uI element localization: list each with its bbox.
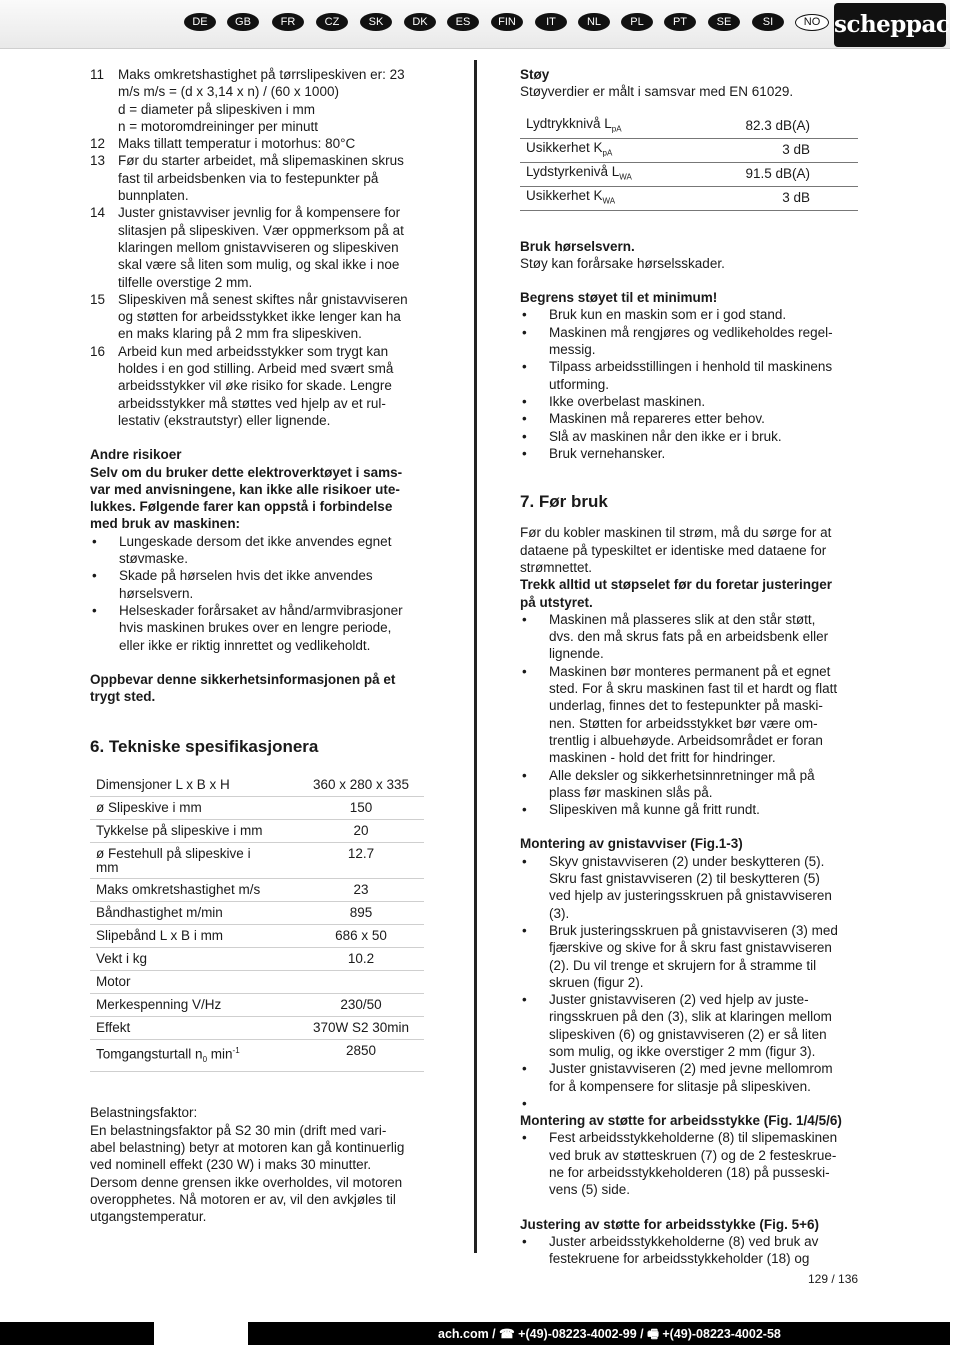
spec-row (90, 774, 424, 797)
item-text: Før du starter arbeidet, må slipemaskinen skrus fast til arbeidsbenken via to festepunkter på bunnplaten. (118, 153, 404, 204)
numbered-item (90, 204, 430, 290)
language-tab-nl[interactable]: NL (578, 13, 610, 31)
noise-intro: Støyverdier er målt i samsvar med EN 61029. (520, 84, 794, 100)
noise-value: 91.5 dB(A) (689, 162, 858, 186)
spec-value: 12.7 (298, 843, 424, 879)
spec-label: Motor (90, 971, 298, 994)
spec-value: 895 (298, 902, 424, 925)
bullet-text: Slipeskiven må kunne gå fritt rundt. (549, 802, 760, 818)
bullet-mark: • (522, 307, 527, 323)
spec-value (298, 971, 424, 994)
spec-value: 2850 (298, 1040, 424, 1072)
mount-title: Montering av gnistavviser (Fig.1-3) (520, 836, 743, 852)
right-column (520, 66, 860, 1268)
noise-label: Usikkerhet $K_{pA}$ (520, 138, 689, 162)
spec-label: Tomgangsturtall $n_0$ $\min^{-1}$ (90, 1040, 298, 1072)
bullet-mark: • (522, 853, 527, 869)
spec-heading: 6. Tekniske spesifikasjonera (90, 737, 319, 757)
item-number: 15 (90, 291, 106, 307)
bullet-mark: • (522, 393, 527, 409)
bullet-text: Alle deksler og sikkerhetsinnretninger må på plass før maskinen slås på. (549, 767, 815, 800)
bullet-mark: • (92, 568, 97, 584)
bullet-mark: • (522, 1095, 527, 1111)
spec-sub: 0 (202, 1055, 208, 1065)
numbered-list (90, 66, 430, 429)
adjust-title: Justering av støtte for arbeidsstykke (Fig. 5+6) (520, 1216, 819, 1232)
bullet-item (520, 393, 860, 410)
spec-label: Effekt (90, 1017, 298, 1040)
noise-value: 3 dB (689, 186, 858, 210)
bullet-text: Bruk kun en maskin som er i god stand. (549, 307, 787, 323)
bullet-text: Maskinen bør monteres permanent på et egnet sted. For å skru maskinen fast til et hardt og flatt underlag, finnes det to festepunkter på maski- nen. Støtten for arbeidsstykket bør være om- trentlig i albuehøyde. Arbeidsområdet er foran maskinen - hold det fritt for hindringer. (549, 663, 838, 766)
load-factor-title: Belastningsfaktor: (90, 1105, 198, 1121)
before-list (520, 611, 860, 819)
bullet-text: Maskinen må repareres etter behov. (549, 411, 765, 427)
language-tab-si[interactable]: SI (752, 13, 784, 31)
brand-logo: scheppach (834, 3, 946, 47)
bullet-item (520, 445, 860, 462)
language-tab-dk[interactable]: DK (404, 13, 436, 31)
bullet-mark: • (522, 445, 527, 461)
bullet-mark: • (522, 802, 527, 818)
bullet-mark: • (522, 324, 527, 340)
before-bold: Trekk alltid ut støpselet før du foretar justeringer på utstyret. (520, 577, 833, 610)
bullet-item (520, 853, 860, 922)
noise-row (520, 115, 858, 138)
language-tab-it[interactable]: IT (535, 13, 567, 31)
hearing-text: Støy kan forårsake hørselsskader. (520, 255, 725, 271)
spec-label: Båndhastighet m/min (90, 902, 298, 925)
bullet-item (90, 533, 430, 568)
bullet-mark: • (522, 611, 527, 627)
support-list (520, 1129, 860, 1198)
item-text: Juster gnistavviser jevnlig for å kompensere for slitasjen på slipeskiven. Vær oppmerksom på at klaringen mellom gnistavviseren og slipeskiven skal være så liten som mulig, og skal ikke i noe tilfelle overstige 2 mm. (118, 205, 404, 290)
spec-row (90, 1040, 424, 1072)
bullet-mark: • (92, 602, 97, 618)
footer-bar (0, 1322, 950, 1345)
language-tab-se[interactable]: SE (708, 13, 740, 31)
numbered-item (90, 152, 430, 204)
bullet-item (520, 611, 860, 663)
bullet-text: Juster gnistavviseren (2) med jevne mellomrom for å kompensere for slitasje på slipeskiven. (549, 1061, 833, 1094)
bullet-item (90, 602, 430, 654)
bullet-text: Juster gnistavviseren (2) ved hjelp av juste- ringsskruen på den (3), slik at klaringen mellom slipeskiven (6) og gnistavviseren (2) er så liten som mulig, og ikke overstiger 2 mm (figur 3). (549, 992, 832, 1059)
bullet-text: Ikke overbelast maskinen. (549, 393, 706, 409)
spec-row (90, 902, 424, 925)
noise-label: Lydtrykknivå $L_{pA}$ (520, 115, 689, 138)
bullet-item (520, 1129, 860, 1198)
limit-title: Begrens støyet til et minimum! (520, 290, 718, 306)
bullet-item (520, 663, 860, 767)
bullet-mark: • (522, 767, 527, 783)
left-column (90, 66, 430, 1225)
numbered-item (90, 291, 430, 343)
noise-row (520, 138, 858, 162)
bullet-text: Fest arbeidsstykkeholderne (8) til slipemaskinen ved bruk av støtteskruen (7) og de 2 festeskrue- ne for arbeidsstykkeholderen (18) på pusseski- vens (5) side. (549, 1130, 838, 1198)
language-tab-pt[interactable]: PT (664, 13, 696, 31)
item-text: Maks tillatt temperatur i motorhus: 80°C (118, 136, 356, 152)
bullet-item (90, 567, 430, 602)
risks-intro: Selv om du bruker dette elektroverktøyet i sams- var med anvisningene, kan ikke alle risikoer ute- lukkes. Følgende farer kan oppstå i forbindelse med bruk av maskinen: (90, 464, 403, 532)
language-tab-sk[interactable]: SK (360, 13, 392, 31)
bullet-mark: • (522, 411, 527, 427)
keep-info-note: Oppbevar denne sikkerhetsinformasjonen på et trygt sted. (90, 671, 396, 705)
language-tab-pl[interactable]: PL (621, 13, 653, 31)
risks-title: Andre risikoer (90, 447, 182, 463)
bullet-mark: • (522, 663, 527, 679)
spec-row (90, 820, 424, 843)
bullet-text: Slå av maskinen når den ikke er i bruk. (549, 428, 782, 444)
bullet-item (520, 1060, 860, 1095)
bullet-item (520, 801, 860, 818)
footer-contact: ach.com / ☎ +(49)-08223-4002-99 / 🖷 +(49)-08223-4002-58 (438, 1327, 781, 1341)
noise-value: 82.3 dB(A) (689, 115, 858, 138)
bullet-item (520, 306, 860, 323)
bullet-item (520, 428, 860, 445)
bullet-item (520, 1233, 860, 1268)
footer-white-block (154, 1322, 248, 1345)
bullet-text: Juster arbeidsstykkeholderne (8) ved bruk av festekruene for arbeidsstykkeholder (18) og (549, 1233, 819, 1267)
item-number: 12 (90, 136, 106, 152)
bullet-mark: • (92, 533, 97, 549)
numbered-item (90, 135, 430, 152)
spec-value: 686 x 50 (298, 925, 424, 948)
spec-value: 20 (298, 820, 424, 843)
noise-sub: WA (619, 172, 632, 182)
noise-label: Usikkerhet $K_{WA}$ (520, 186, 689, 210)
bullet-mark: • (522, 428, 527, 444)
item-number: 13 (90, 153, 106, 169)
spec-label: Vekt i kg (90, 948, 298, 971)
numbered-item (90, 66, 430, 135)
bullet-mark: • (522, 1061, 527, 1077)
spec-label: Dimensjoner L x B x H (90, 774, 298, 797)
language-tab-gb[interactable]: GB (227, 13, 259, 31)
item-number: 14 (90, 205, 106, 221)
item-text: Maks omkretshastighet på tørrslipeskiven er: 23 m/s m/s = (d x 3,14 x n) / (60 x 1000) d = diameter på slipeskiven i mm n = motoromdreininger per minutt (118, 67, 405, 134)
bullet-item (520, 922, 860, 991)
language-tab-no[interactable]: NO (795, 14, 829, 31)
spec-row (90, 948, 424, 971)
noise-title: Støy (520, 67, 550, 82)
spec-row (90, 797, 424, 820)
bullet-text: Bruk justeringsskruen på gnistavviseren (3) med fjærskive og skive for å skru fast gnistavviseren (2). Du vil trenge et skrujern for å stramme til skruen (figur 2). (549, 922, 838, 990)
hearing-title: Bruk hørselsvern. (520, 238, 635, 254)
bullet-mark: • (522, 1233, 527, 1249)
language-tab-fin[interactable]: FIN (491, 13, 523, 31)
bullet-mark: • (522, 1130, 527, 1146)
bullet-text: Skade på hørselen hvis det ikke anvendes hørselsvern. (119, 568, 373, 601)
bullet-item (520, 410, 860, 427)
before-heading: 7. Før bruk (520, 492, 608, 512)
item-number: 11 (90, 67, 105, 82)
item-number: 16 (90, 343, 106, 359)
item-text: Slipeskiven må senest skiftes når gnistavviseren og støtten for arbeidsstykket ikke lenger kan ha en maks klaring på 2 mm fra slipeskiven. (118, 291, 408, 342)
spec-row (90, 1017, 424, 1040)
noise-row (520, 186, 858, 210)
bullet-mark: • (522, 359, 527, 375)
page-number: 129 / 136 (808, 1272, 859, 1286)
noise-sub: pA (602, 148, 613, 158)
bullet-text: Maskinen må rengjøres og vedlikeholdes regel- messig. (549, 324, 833, 358)
bullet-text: Skyv gnistavviseren (2) under beskytteren (5). Skru fast gnistavviseren (2) til beskytteren (5) ved hjelp av justeringsskruen på gnistavviseren (3). (549, 853, 832, 921)
spec-value: 10.2 (298, 948, 424, 971)
limit-list (520, 306, 860, 462)
noise-row (520, 162, 858, 186)
load-factor-text: En belastningsfaktor på S2 30 min (drift med vari- abel belastning) betyr at motoren kan gå kontinuerlig ved nominell effekt (230 W) i maks 30 minutter. Dersom denne grensen ikke overholdes, vil motoren overopphetes. Nå motoren er av, vil den avkjøles til utgangstemperatur. (90, 1122, 405, 1225)
noise-sub: pA (611, 124, 622, 134)
noise-value: 3 dB (689, 138, 858, 162)
language-tab-cz[interactable]: CZ (316, 13, 348, 31)
spec-label: ø Festehull på slipeskive i mm (90, 843, 298, 879)
item-text: Arbeid kun med arbeidsstykker som trygt kan holdes i en god stilling. Arbeid med svært små arbeidsstykker vil øke risiko for skade. Lengre arbeidsstykker må støttes ved hjelp av et rul- lestativ (ekstrautstyr) eller lignende. (118, 343, 394, 428)
bullet-text: Helseskader forårsaket av hånd/armvibrasjoner hvis maskinen brukes over en lengre periode, eller ikke er riktig innrettet og vedlikeholdt. (119, 602, 403, 653)
spec-value: 360 x 280 x 335 (298, 774, 424, 797)
spec-row (90, 879, 424, 902)
adjust-list (520, 1233, 860, 1268)
header-bar (0, 0, 966, 49)
mount-list (520, 853, 860, 1112)
noise-label: Lydstyrkenivå $L_{WA}$ (520, 162, 689, 186)
spec-label: Merkespenning V/Hz (90, 994, 298, 1017)
bullet-mark: • (522, 992, 527, 1008)
support-title: Montering av støtte for arbeidsstykke (Fig. 1/4/5/6) (520, 1113, 842, 1129)
spec-value: 150 (298, 797, 424, 820)
bullet-text: Tilpass arbeidsstillingen i henhold til maskinens utforming. (549, 359, 833, 392)
noise-sub: WA (602, 196, 616, 206)
bullet-item (520, 324, 860, 359)
before-text: Før du kobler maskinen til strøm, må du sørge for at dataene på typeskiltet er identiske med dataene for strømnettet. (520, 525, 832, 575)
spec-value: 370W S2 30min (298, 1017, 424, 1040)
spec-row (90, 971, 424, 994)
language-tab-fr[interactable]: FR (272, 13, 304, 31)
bullet-text: Bruk vernehansker. (549, 445, 666, 461)
spec-row (90, 925, 424, 948)
spec-sup: -1 (232, 1046, 240, 1056)
bullet-text: Maskinen må plasseres slik at den står støtt, dvs. den må skrus fats på en arbeidsbenk eller lignende. (549, 611, 829, 662)
language-tab-es[interactable]: ES (447, 13, 479, 31)
numbered-item (90, 343, 430, 429)
risks-list (90, 533, 430, 654)
language-tab-de[interactable]: DE (184, 13, 216, 31)
spec-row (90, 843, 424, 879)
spec-label: Maks omkretshastighet m/s (90, 879, 298, 902)
bullet-item (520, 1095, 860, 1112)
spec-value: 23 (298, 879, 424, 902)
bullet-item (520, 991, 860, 1060)
spec-table (90, 774, 424, 1073)
spec-row (90, 994, 424, 1017)
column-divider (474, 60, 477, 1253)
spec-value: 230/50 (298, 994, 424, 1017)
spec-label: Slipebånd L x B i mm (90, 925, 298, 948)
bullet-text: Lungeskade dersom det ikke anvendes egnet støvmaske. (119, 533, 392, 567)
bullet-item (520, 358, 860, 393)
noise-table (520, 115, 858, 211)
spec-label: Tykkelse på slipeskive i mm (90, 820, 298, 843)
spec-label: ø Slipeskive i mm (90, 797, 298, 820)
bullet-item (520, 767, 860, 802)
bullet-mark: • (522, 922, 527, 938)
